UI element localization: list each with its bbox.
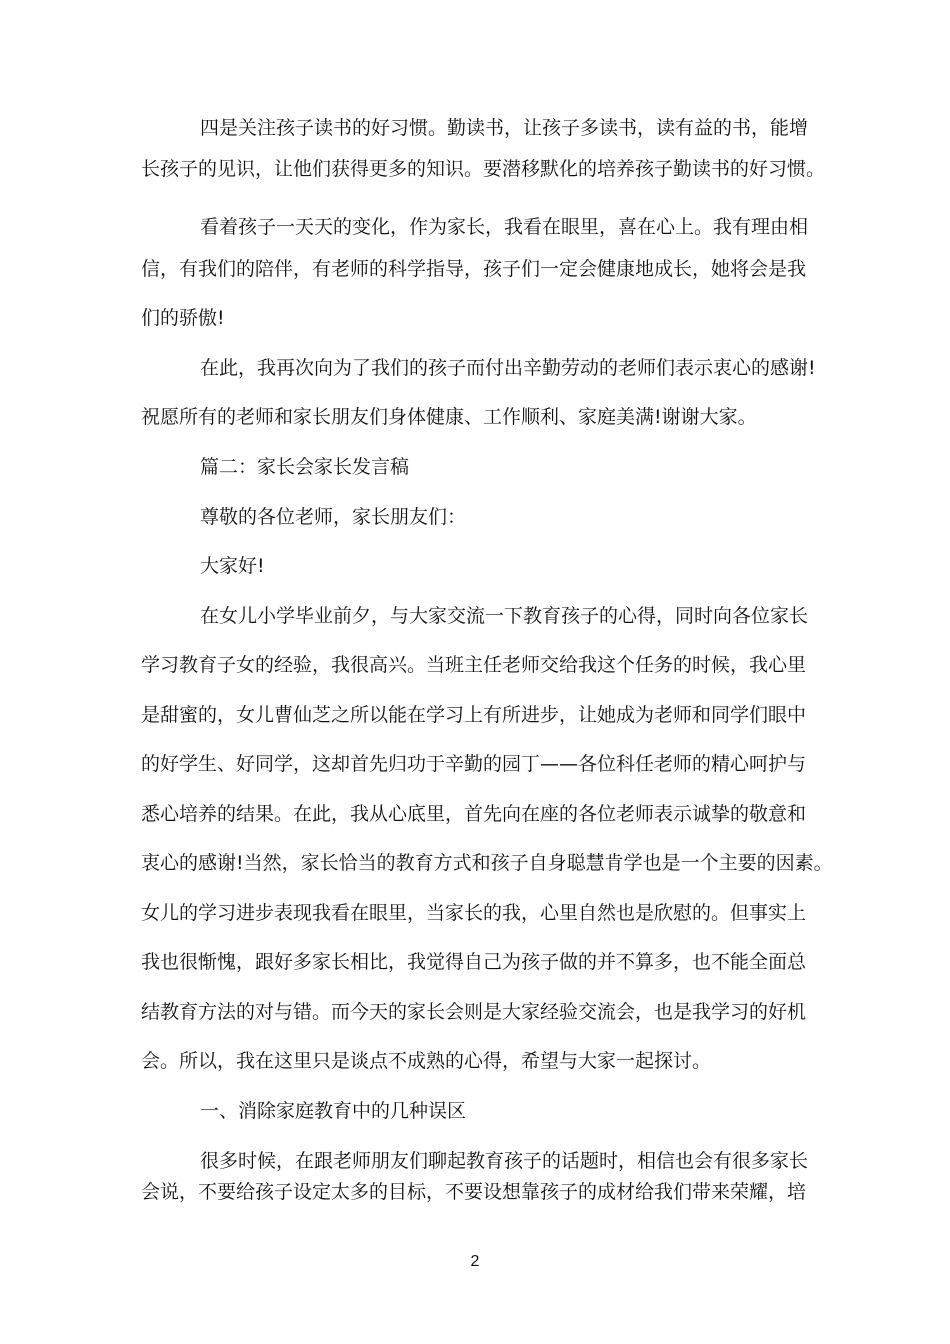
paragraph-line: 在女儿小学毕业前夕，与大家交流一下教育孩子的心得，同时向各位家长 [200,605,809,627]
paragraph-line: 会。所以，我在这里只是谈点不成熟的心得，希望与大家一起探讨。 [141,1050,712,1072]
greeting: 大家好! [200,555,265,577]
section-heading: 一、消除家庭教育中的几种误区 [200,1100,467,1122]
paragraph-line: 衷心的感谢!当然，家长恰当的教育方式和孩子自身聪慧肯学也是一个主要的因素。 [141,852,833,874]
paragraph-line: 看着孩子一天天的变化，作为家长，我看在眼里，喜在心上。我有理由相 [200,216,809,238]
paragraph-line: 信，有我们的陪伴，有老师的科学指导，孩子们一定会健康地成长，她将会是我 [141,258,807,280]
paragraph-line: 长孩子的见识，让他们获得更多的知识。要潜移默化的培养孩子勤读书的好习惯。 [141,158,826,180]
paragraph-line: 结教育方法的对与错。而今天的家长会则是大家经验交流会，也是我学习的好机 [141,1001,807,1023]
paragraph-line: 祝愿所有的老师和家长朋友们身体健康、工作顺利、家庭美满!谢谢大家。 [141,406,757,428]
paragraph-line: 在此，我再次向为了我们的孩子而付出辛勤劳动的老师们表示衷心的感谢! [200,357,816,379]
paragraph-line: 很多时候，在跟老师朋友们聊起教育孩子的话题时，相信也会有很多家长 [200,1150,809,1172]
paragraph-line: 我也很惭愧，跟好多家长相比，我觉得自己为孩子做的并不算多，也不能全面总 [141,951,807,973]
paragraph-line: 的好学生、好同学，这却首先归功于辛勤的园丁——各位科任老师的精心呵护与 [141,753,807,775]
salutation: 尊敬的各位老师，家长朋友们： [200,506,467,528]
paragraph-line: 四是关注孩子读书的好习惯。勤读书，让孩子多读书，读有益的书，能增 [200,117,809,139]
page-number: 2 [470,1253,480,1270]
paragraph-line: 们的骄傲! [141,307,225,329]
paragraph-line: 悉心培养的结果。在此，我从心底里，首先向在座的各位老师表示诚挚的敬意和 [141,803,807,825]
section-heading: 篇二：家长会家长发言稿 [200,456,410,478]
paragraph-line: 是甜蜜的，女儿曹仙芝之所以能在学习上有所进步，让她成为老师和同学们眼中 [141,704,807,726]
paragraph-line: 女儿的学习进步表现我看在眼里，当家长的我，心里自然也是欣慰的。但事实上 [141,902,807,924]
paragraph-line: 会说，不要给孩子设定太多的目标，不要设想靠孩子的成材给我们带来荣耀，培 [141,1181,807,1203]
paragraph-line: 学习教育子女的经验，我很高兴。当班主任老师交给我这个任务的时候，我心里 [141,654,807,676]
